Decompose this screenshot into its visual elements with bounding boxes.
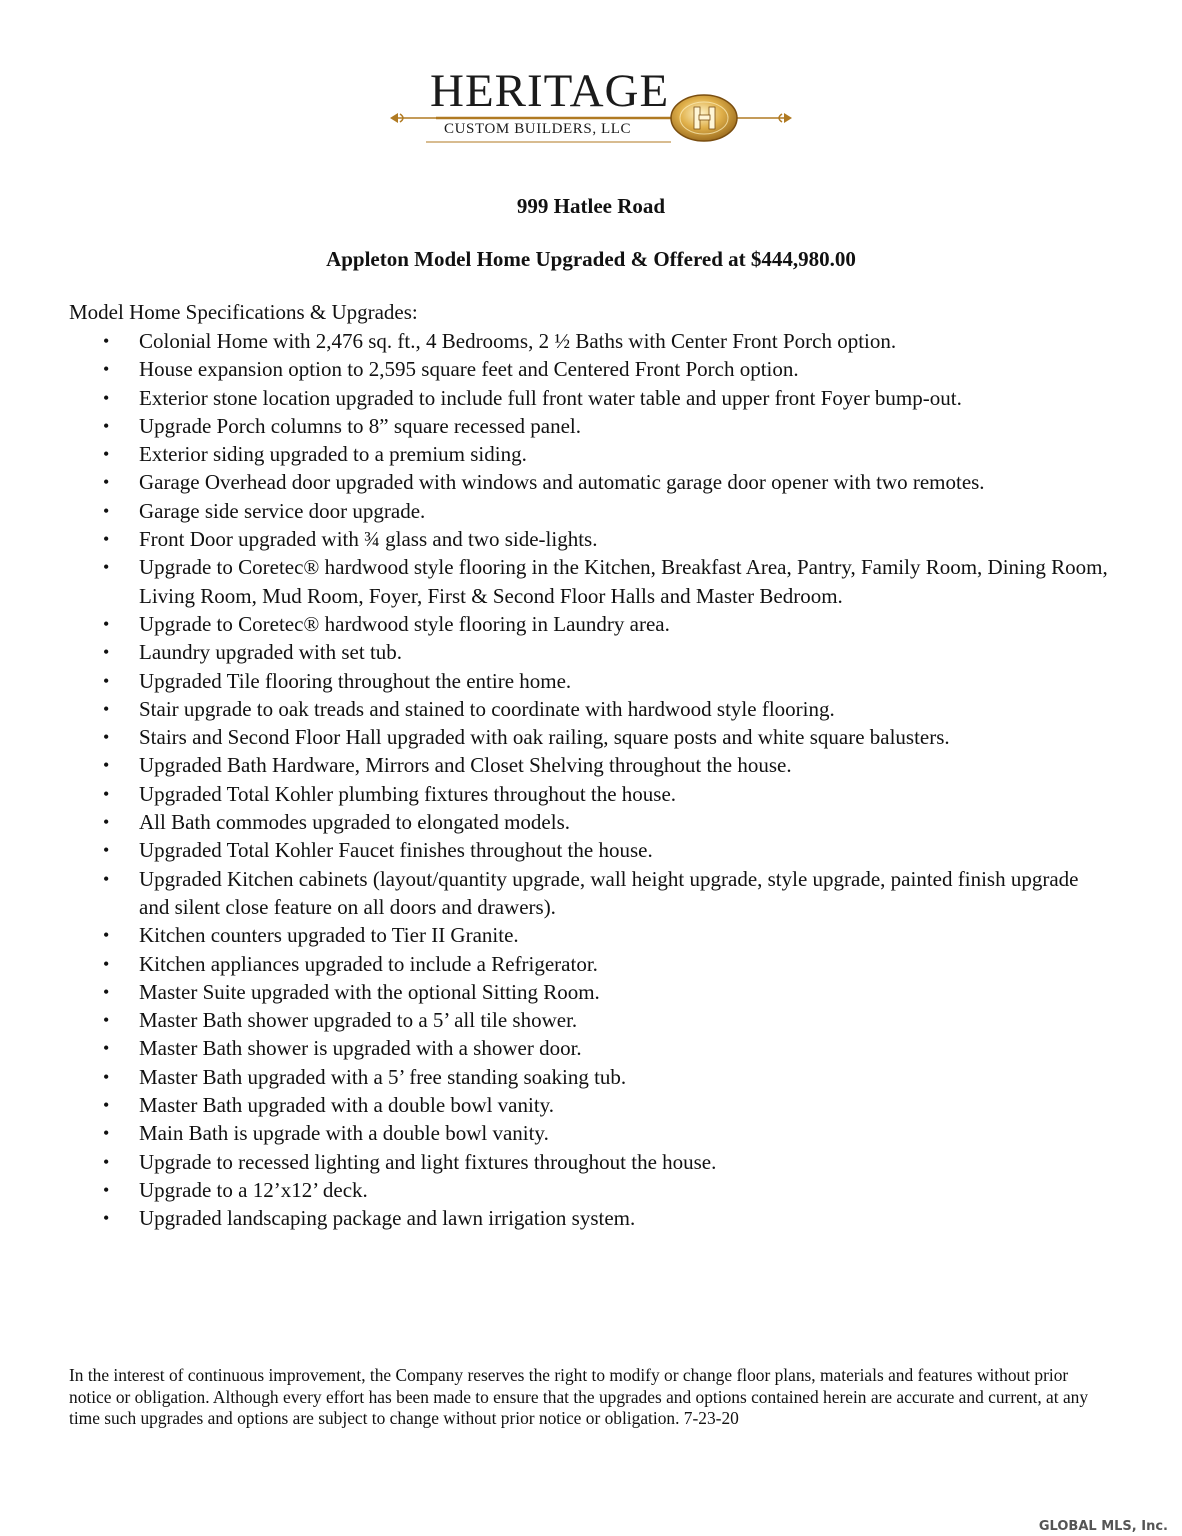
list-item-text: Upgraded Total Kohler plumbing fixtures throughout the house. [139, 781, 677, 806]
list-item [103, 384, 1113, 412]
list-item [103, 865, 1113, 922]
list-item-text: Stairs and Second Floor Hall upgraded with oak railing, square posts and white square balusters. [139, 725, 950, 750]
list-item-text: House expansion option to 2,595 square feet and Centered Front Porch option. [139, 357, 799, 382]
list-item [103, 497, 1113, 525]
logo-subtitle: CUSTOM BUILDERS, LLC [444, 121, 632, 137]
bullet-icon: • [103, 840, 110, 861]
list-item-text: Garage Overhead door upgraded with windows and automatic garage door opener with two remotes. [139, 470, 985, 495]
logo-wordmark: HERITAGE [430, 65, 670, 117]
list-item-text: Master Bath shower is upgraded with a shower door. [139, 1036, 582, 1061]
bullet-icon: • [103, 670, 110, 691]
list-item-text: Main Bath is upgrade with a double bowl vanity. [139, 1121, 549, 1146]
list-item [103, 695, 1113, 723]
bullet-icon: • [103, 727, 110, 748]
list-item [103, 1204, 1113, 1232]
upgrades-list [103, 327, 1113, 1233]
list-item-text: Upgrade to a 12’x12’ deck. [139, 1177, 368, 1202]
bullet-icon: • [103, 642, 110, 663]
list-item [103, 610, 1113, 638]
list-item [103, 1148, 1113, 1176]
bullet-icon: • [103, 359, 110, 380]
bullet-icon: • [103, 613, 110, 634]
disclaimer-text: In the interest of continuous improvement, the Company reserves the right to modify or change floor plans, materials and features without prior notice or obligation. Although every effort has been made to ensure that the upgrades and options contained herein are accurate and current, at any time such upgrades and options are subject to change without prior notice or obligation. 7-23-20 [69, 1365, 1089, 1428]
list-item-text: Exterior siding upgraded to a premium siding. [139, 442, 527, 467]
list-item [103, 667, 1113, 695]
list-item [103, 412, 1113, 440]
list-item-text: Upgrade to recessed lighting and light fixtures throughout the house. [139, 1149, 717, 1174]
bullet-icon: • [103, 868, 110, 889]
bullet-icon: • [103, 698, 110, 719]
list-item [103, 780, 1113, 808]
bullet-icon: • [103, 953, 110, 974]
bullet-icon: • [103, 812, 110, 833]
bullet-icon: • [103, 529, 110, 550]
bullet-icon: • [103, 925, 110, 946]
bullet-icon: • [103, 1010, 110, 1031]
list-item-text: Colonial Home with 2,476 sq. ft., 4 Bedrooms, 2 ½ Baths with Center Front Porch option. [139, 329, 897, 353]
bullet-icon: • [103, 783, 110, 804]
bullet-icon: • [103, 1151, 110, 1172]
list-item-text: Upgraded Total Kohler Faucet finishes throughout the house. [139, 838, 653, 863]
spec-heading: Model Home Specifications & Upgrades: [69, 300, 418, 324]
list-item-text: Kitchen counters upgraded to Tier II Granite. [139, 923, 519, 948]
list-item-text: Master Bath upgraded with a double bowl vanity. [139, 1093, 555, 1118]
list-item [103, 468, 1113, 496]
list-item-text: Master Bath shower upgraded to a 5’ all tile shower. [139, 1008, 578, 1033]
list-item-text: Upgrade Porch columns to 8” square recessed panel. [139, 413, 582, 438]
list-item [103, 440, 1113, 468]
list-item-text: Upgraded Bath Hardware, Mirrors and Closet Shelving throughout the house. [139, 753, 792, 778]
list-item [103, 1176, 1113, 1204]
list-item-text: Front Door upgraded with ¾ glass and two side-lights. [139, 527, 598, 552]
bullet-icon: • [103, 1179, 110, 1200]
bullet-icon: • [103, 755, 110, 776]
list-item [103, 978, 1113, 1006]
bullet-icon: • [103, 557, 110, 578]
list-item [103, 1091, 1113, 1119]
bullet-icon: • [103, 1208, 110, 1229]
list-item-text: Upgraded landscaping package and lawn irrigation system. [139, 1206, 636, 1231]
list-item [103, 327, 1113, 355]
bullet-icon: • [103, 415, 110, 436]
list-item [103, 355, 1113, 383]
bullet-icon: • [103, 1038, 110, 1059]
list-item-text: Garage side service door upgrade. [139, 498, 426, 523]
offer-headline: Appleton Model Home Upgraded & Offered at $444,980.00 [326, 247, 856, 271]
list-item-text: Upgraded Kitchen cabinets (layout/quantity upgrade, wall height upgrade, style upgrade, painted finish upgrade and silent close feature on all doors and drawers). [139, 866, 1079, 919]
bullet-icon: • [103, 387, 110, 408]
list-item [103, 1063, 1113, 1091]
bullet-icon: • [103, 1123, 110, 1144]
list-item-text: Kitchen appliances upgraded to include a Refrigerator. [139, 951, 598, 976]
property-address: 999 Hatlee Road [516, 194, 666, 218]
list-item [103, 638, 1113, 666]
bullet-icon: • [103, 331, 110, 351]
list-item [103, 921, 1113, 949]
list-item-text: Exterior stone location upgraded to include full front water table and upper front Foyer bump-out. [139, 385, 962, 410]
bullet-icon: • [103, 500, 110, 521]
list-item [103, 723, 1113, 751]
list-item-text: All Bath commodes upgraded to elongated models. [139, 810, 570, 835]
list-item [103, 808, 1113, 836]
mls-watermark: GLOBAL MLS, Inc. [1038, 1519, 1168, 1534]
list-item [103, 950, 1113, 978]
bullet-icon: • [103, 472, 110, 493]
list-item-text: Laundry upgraded with set tub. [139, 640, 403, 665]
list-item-text: Upgrade to Coretec® hardwood style flooring in Laundry area. [139, 611, 670, 636]
list-item [103, 1119, 1113, 1147]
bullet-icon: • [103, 1066, 110, 1087]
bullet-icon: • [103, 444, 110, 465]
bullet-icon: • [103, 1095, 110, 1116]
list-item [103, 553, 1113, 610]
list-item-text: Upgraded Tile flooring throughout the entire home. [139, 668, 572, 693]
list-item-text: Master Suite upgraded with the optional Sitting Room. [139, 979, 600, 1004]
heritage-logo [386, 65, 796, 150]
list-item [103, 1006, 1113, 1034]
list-item-text: Master Bath upgraded with a 5’ free standing soaking tub. [139, 1064, 627, 1089]
list-item [103, 751, 1113, 779]
list-item [103, 836, 1113, 864]
list-item [103, 525, 1113, 553]
list-item-text: Upgrade to Coretec® hardwood style flooring in the Kitchen, Breakfast Area, Pantry, Family Room, Dining Room, Living Room, Mud Room, Foyer, First & Second Floor Halls and Master Bedroom. [139, 555, 1108, 608]
list-item-text: Stair upgrade to oak treads and stained to coordinate with hardwood style flooring. [139, 696, 835, 721]
list-item [103, 1034, 1113, 1062]
bullet-icon: • [103, 981, 110, 1002]
